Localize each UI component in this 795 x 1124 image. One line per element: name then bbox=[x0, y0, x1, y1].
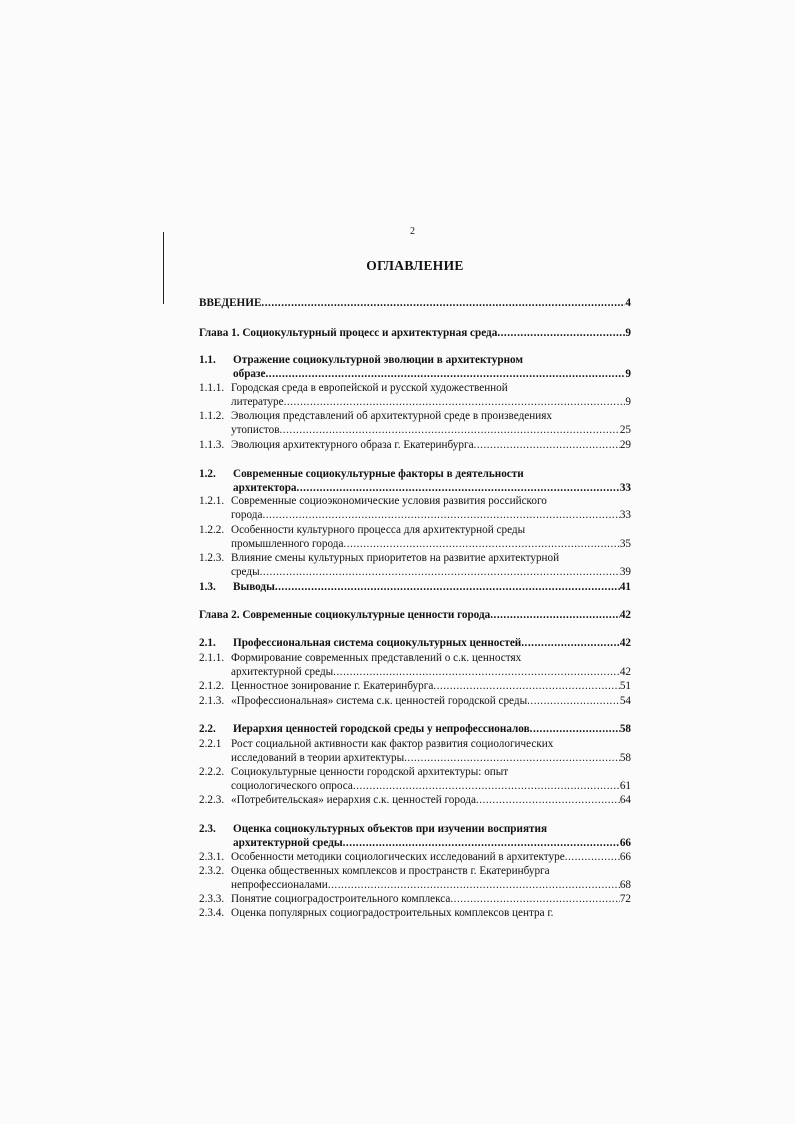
toc-entry-title: архитектурной среды bbox=[233, 837, 343, 849]
dot-leader bbox=[530, 722, 620, 736]
toc-entry-title: «Профессиональная» система с.к. ценностей городской среды bbox=[231, 695, 528, 707]
dot-leader bbox=[265, 367, 625, 381]
toc-entry-title: Выводы bbox=[233, 581, 275, 593]
dot-leader bbox=[490, 608, 620, 622]
toc-page-number: 66 bbox=[619, 851, 631, 863]
toc-entry bbox=[199, 438, 631, 452]
toc-page-number: 25 bbox=[619, 424, 631, 436]
dot-leader bbox=[565, 850, 620, 864]
dot-leader bbox=[280, 423, 620, 437]
toc-entry-number: 2.2.3. bbox=[199, 794, 225, 806]
toc-page-number: 42 bbox=[619, 666, 631, 678]
toc-entry-title: Социокультурные ценности городской архитектуры: опыт bbox=[231, 766, 509, 778]
toc-entry bbox=[199, 523, 631, 551]
toc-entry-number: 1.1.1. bbox=[199, 382, 225, 394]
toc-page-number: 42 bbox=[619, 609, 631, 621]
toc-page-number: 9 bbox=[625, 368, 631, 380]
dot-leader bbox=[343, 836, 620, 850]
toc-page-number: 61 bbox=[619, 780, 631, 792]
dot-leader bbox=[260, 565, 620, 579]
toc-entry-number: 2.2.1 bbox=[199, 738, 222, 750]
toc-entry bbox=[199, 722, 631, 736]
toc-entry-title: ВВЕДЕНИЕ bbox=[199, 297, 262, 309]
dot-leader bbox=[433, 679, 620, 693]
toc-entry-title: Ценностное зонирование г. Екатеринбурга bbox=[231, 680, 434, 692]
toc-entry-title: архитектурной среды bbox=[231, 666, 334, 678]
toc-page-number: 58 bbox=[619, 723, 631, 735]
toc-entry-title: Отражение социокультурной эволюции в архитектурном bbox=[233, 354, 524, 366]
toc-page-number: 51 bbox=[619, 680, 631, 692]
toc-page-number: 64 bbox=[619, 794, 631, 806]
toc-entry-title: Городская среда в европейской и русской художественной bbox=[231, 382, 508, 394]
toc-entry-title: «Потребительская» иерархия с.к. ценностей города bbox=[231, 794, 476, 806]
toc-entry-number: 1.1.2. bbox=[199, 410, 225, 422]
toc-entry-number: 1.2.1. bbox=[199, 495, 225, 507]
toc-entry-title: Глава 2. Современные социокультурные ценности города bbox=[199, 609, 491, 621]
toc-entry-title: промышленного города bbox=[231, 538, 344, 550]
toc-entry-number: 2.3.2. bbox=[199, 865, 225, 877]
toc-entry-title: города bbox=[231, 509, 263, 521]
dot-leader bbox=[284, 395, 626, 409]
toc-page-number: 9 bbox=[625, 396, 631, 408]
toc-entry-title: исследований в теории архитектуры bbox=[231, 752, 405, 764]
toc-entry-number: 2.3.4. bbox=[199, 907, 225, 919]
dot-leader bbox=[527, 694, 620, 708]
toc-entry-number: 2.3.1. bbox=[199, 851, 225, 863]
toc-entry-number: 1.2.3. bbox=[199, 552, 225, 564]
dot-leader bbox=[275, 580, 620, 594]
dot-leader bbox=[343, 537, 619, 551]
toc-entry-title: Рост социальной активности как фактор развития социологических bbox=[231, 738, 554, 750]
toc-entry-title: Профессиональная система социокультурных ценностей bbox=[233, 637, 522, 649]
toc-entry-title: Оценка популярных социоградостроительных комплексов центра г. bbox=[231, 907, 554, 919]
toc-entry-title: архитектора bbox=[233, 482, 297, 494]
toc-page-number: 58 bbox=[619, 752, 631, 764]
toc-page-number: 72 bbox=[619, 893, 631, 905]
toc-entry-title: Иерархия ценностей городской среды у непрофессионалов bbox=[233, 723, 530, 735]
toc-entry-title: Оценка социокультурных объектов при изучении восприятия bbox=[233, 823, 548, 835]
dot-leader bbox=[353, 779, 620, 793]
toc-entry-title: образе bbox=[233, 368, 266, 380]
toc-entry-title: Современные социокультурные факторы в деятельности bbox=[233, 468, 524, 480]
toc-entry bbox=[199, 694, 631, 708]
toc-page-number: 68 bbox=[619, 879, 631, 891]
toc-entry-number: 2.1.1. bbox=[199, 652, 225, 664]
toc-entry-title: литературе bbox=[231, 396, 284, 408]
toc-page-number: 35 bbox=[619, 538, 631, 550]
toc-entry-number: 1.2. bbox=[199, 468, 216, 480]
dot-leader bbox=[476, 793, 620, 807]
toc-page-number: 39 bbox=[619, 566, 631, 578]
toc-entry bbox=[199, 494, 631, 522]
toc-entry bbox=[199, 353, 631, 381]
toc-entry-number: 1.3. bbox=[199, 581, 216, 593]
toc-entry bbox=[199, 608, 631, 622]
toc-entry bbox=[199, 850, 631, 864]
dot-leader bbox=[450, 892, 619, 906]
toc-entry bbox=[199, 737, 631, 765]
toc-entry-number: 1.1. bbox=[199, 354, 216, 366]
toc-entry bbox=[199, 467, 631, 495]
toc-entry-number: 1.2.2. bbox=[199, 524, 225, 536]
dot-leader bbox=[328, 878, 620, 892]
toc-page-number: 33 bbox=[619, 509, 631, 521]
dot-leader bbox=[404, 751, 620, 765]
dot-leader bbox=[333, 665, 620, 679]
toc-entry-number: 2.1.2. bbox=[199, 680, 225, 692]
toc-entry-title: Влияние смены культурных приоритетов на развитие архитектурной bbox=[231, 552, 560, 564]
toc-entry bbox=[199, 551, 631, 579]
toc-page-number: 54 bbox=[619, 695, 631, 707]
toc-entry-title: Эволюция архитектурного образа г. Екатеринбурга bbox=[231, 439, 474, 451]
toc-entry bbox=[199, 679, 631, 693]
toc-entry-number: 2.1.3. bbox=[199, 695, 225, 707]
toc-entry bbox=[199, 580, 631, 594]
dot-leader bbox=[474, 438, 620, 452]
toc-page-number: 41 bbox=[619, 581, 631, 593]
toc-entry-title: Особенности культурного процесса для архитектурной среды bbox=[231, 524, 526, 536]
toc-entry bbox=[199, 793, 631, 807]
toc-entry bbox=[199, 892, 631, 906]
toc-entry bbox=[199, 765, 631, 793]
toc-page-number: 33 bbox=[619, 482, 631, 494]
toc-entry bbox=[199, 906, 631, 920]
toc-page-number: 66 bbox=[619, 837, 631, 849]
toc-entry-number: 1.1.3. bbox=[199, 439, 225, 451]
dot-leader bbox=[521, 636, 620, 650]
dot-leader bbox=[262, 508, 619, 522]
toc-entry-title: непрофессионалами bbox=[231, 879, 328, 891]
toc-entry bbox=[199, 409, 631, 437]
toc-entry-number: 2.1. bbox=[199, 637, 216, 649]
toc-entry-title: Оценка общественных комплексов и пространств г. Екатеринбурга bbox=[231, 865, 550, 877]
toc-entry-title: Формирование современных представлений о с.к. ценностях bbox=[231, 652, 522, 664]
toc-entry-number: 2.2.2. bbox=[199, 766, 225, 778]
toc-entry bbox=[199, 296, 631, 310]
toc-entry bbox=[199, 381, 631, 409]
toc-entry-number: 2.3.3. bbox=[199, 893, 225, 905]
toc-entry bbox=[199, 636, 631, 650]
page-number: 2 bbox=[410, 226, 415, 237]
page-title: ОГЛАВЛЕНИЕ bbox=[366, 258, 464, 273]
toc-entry bbox=[199, 651, 631, 679]
toc-entry-title: Понятие социоградостроительного комплекса bbox=[231, 893, 451, 905]
toc-entry bbox=[199, 822, 631, 850]
toc-entry-title: социологического опроса bbox=[231, 780, 353, 792]
toc-entry-title: Глава 1. Социокультурный процесс и архитектурная среда bbox=[199, 327, 498, 339]
dot-leader bbox=[261, 296, 625, 310]
toc-page-number: 29 bbox=[619, 439, 631, 451]
toc-entry-number: 2.2. bbox=[199, 723, 216, 735]
toc-entry-number: 2.3. bbox=[199, 823, 216, 835]
toc-page-number: 4 bbox=[625, 297, 631, 309]
toc-entry-title: Особенности методики социологических исследований в архитектуре bbox=[231, 851, 565, 863]
toc-page-number: 42 bbox=[619, 637, 631, 649]
dot-leader bbox=[297, 481, 620, 495]
dot-leader bbox=[497, 326, 625, 340]
toc-entry-title: Современные социоэкономические условия развития российского bbox=[231, 495, 547, 507]
toc-entry-title: Эволюция представлений об архитектурной среде в произведениях bbox=[231, 410, 552, 422]
toc-entry bbox=[199, 326, 631, 340]
toc-entry-title: утопистов bbox=[231, 424, 280, 436]
toc-entry bbox=[199, 864, 631, 892]
scan-artifact-line bbox=[163, 232, 164, 304]
toc-entry-title: среды bbox=[231, 566, 260, 578]
toc-page-number: 9 bbox=[625, 327, 631, 339]
